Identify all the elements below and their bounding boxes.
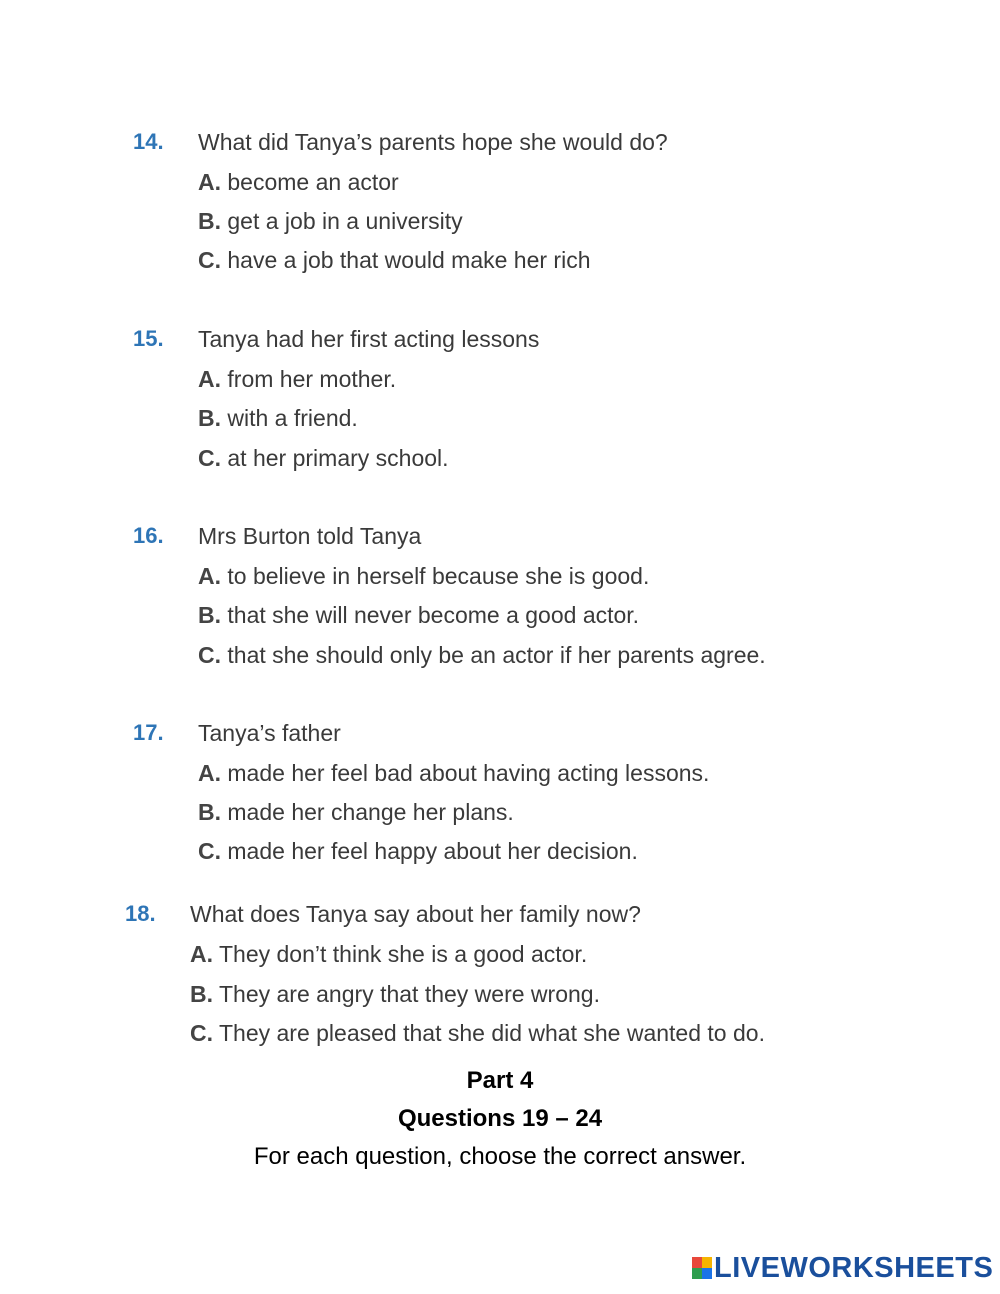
- option-letter: B.: [198, 405, 221, 431]
- question-number: 17.: [133, 720, 164, 745]
- logo-square-green: [692, 1268, 702, 1279]
- option-text: that she should only be an actor if her parents agree.: [227, 642, 766, 668]
- option-text: made her change her plans.: [227, 799, 514, 825]
- question-stem: Tanya’s father: [198, 720, 341, 746]
- option-text: become an actor: [227, 169, 399, 195]
- option-text: to believe in herself because she is good.: [227, 563, 650, 589]
- option-letter: B.: [198, 602, 221, 628]
- option-c[interactable]: [190, 1018, 765, 1048]
- option-b[interactable]: [198, 797, 514, 827]
- option-a[interactable]: [190, 939, 587, 969]
- question-number: 14.: [133, 129, 164, 154]
- option-letter: C.: [190, 1020, 213, 1046]
- option-letter: C.: [198, 838, 221, 864]
- option-text: They don’t think she is a good actor.: [218, 941, 588, 967]
- question-stem: What did Tanya’s parents hope she would do?: [198, 129, 668, 155]
- option-text: They are pleased that she did what she wanted to do.: [218, 1020, 765, 1046]
- option-letter: A.: [198, 563, 221, 589]
- option-a[interactable]: [198, 758, 709, 788]
- option-text: made her feel happy about her decision.: [227, 838, 638, 864]
- question-stem: Mrs Burton told Tanya: [198, 523, 422, 549]
- option-c[interactable]: [198, 640, 766, 670]
- option-a[interactable]: [198, 167, 399, 197]
- option-letter: C.: [198, 642, 221, 668]
- option-letter: C.: [198, 445, 221, 471]
- question-number: 15.: [133, 326, 164, 351]
- option-text: that she will never become a good actor.: [227, 602, 640, 628]
- option-a[interactable]: [198, 364, 396, 394]
- option-a[interactable]: [198, 561, 649, 591]
- option-letter: A.: [198, 760, 221, 786]
- question-number: 18.: [125, 901, 156, 926]
- logo-square-yellow: [702, 1257, 712, 1268]
- logo-text: LIVEWORKSHEETS: [714, 1252, 994, 1284]
- question-stem: Tanya had her first acting lessons: [198, 326, 540, 352]
- option-letter: B.: [198, 208, 221, 234]
- option-letter: B.: [190, 981, 213, 1007]
- option-text: with a friend.: [227, 405, 358, 431]
- logo-square-red: [692, 1257, 702, 1268]
- questions-range: Questions 19 – 24: [397, 1105, 603, 1132]
- option-letter: A.: [198, 169, 221, 195]
- option-b[interactable]: [190, 979, 600, 1009]
- question-number: 16.: [133, 523, 164, 548]
- option-text: They are angry that they were wrong.: [218, 981, 600, 1007]
- part-instruction: For each question, choose the correct answer.: [253, 1143, 747, 1170]
- question-stem: What does Tanya say about her family now?: [190, 901, 641, 927]
- option-text: at her primary school.: [227, 445, 449, 471]
- option-letter: C.: [198, 247, 221, 273]
- option-letter: A.: [198, 366, 221, 392]
- option-text: made her feel bad about having acting lessons.: [227, 760, 710, 786]
- logo-square-blue: [702, 1268, 712, 1279]
- option-text: from her mother.: [227, 366, 397, 392]
- option-letter: A.: [190, 941, 213, 967]
- liveworksheets-logo[interactable]: [692, 1252, 993, 1284]
- option-text: get a job in a university: [227, 208, 463, 234]
- option-b[interactable]: [198, 206, 463, 236]
- option-c[interactable]: [198, 245, 590, 275]
- option-text: have a job that would make her rich: [227, 247, 591, 273]
- logo-squares-icon: [692, 1257, 712, 1279]
- option-c[interactable]: [198, 836, 638, 866]
- option-b[interactable]: [198, 600, 639, 630]
- part-header: [0, 1062, 1000, 1176]
- part-title: Part 4: [466, 1067, 534, 1094]
- option-b[interactable]: [198, 403, 358, 433]
- option-c[interactable]: [198, 443, 449, 473]
- option-letter: B.: [198, 799, 221, 825]
